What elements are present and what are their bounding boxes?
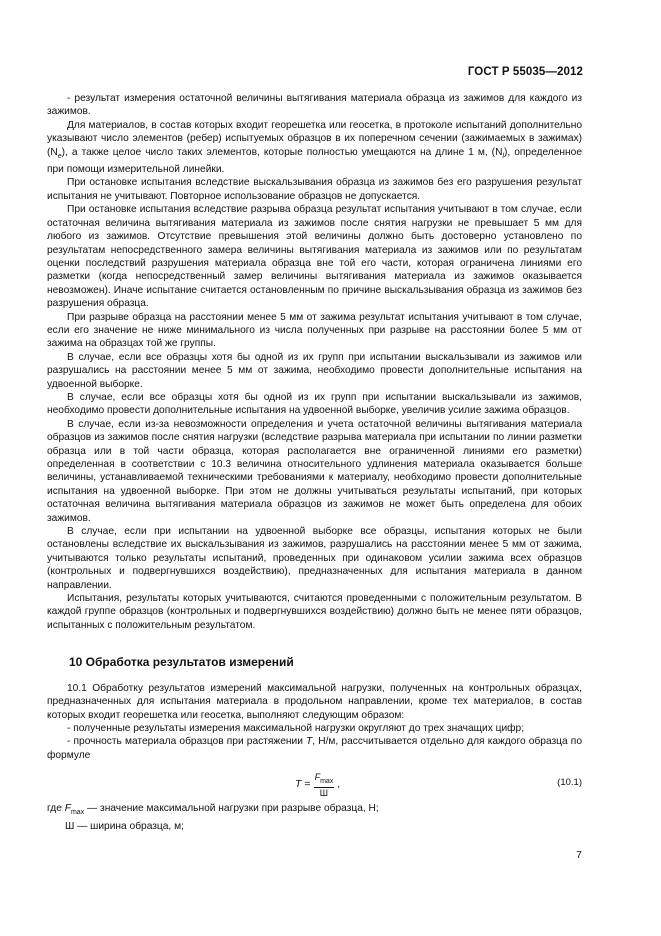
paragraph-10: Испытания, результаты которых учитываются, считаются проведенными с положительным результатом. В каждой группе образцов (контрольных и подвергнувшихся воздействию) должно быть не менее пяти образцов, испытанных с положительным результатом. — [47, 593, 582, 631]
formula-fraction: $\frac{F_{max}}{Ш}$ — [314, 772, 334, 798]
page-content — [47, 92, 582, 833]
section-paragraph-2: - полученные результаты измерения максимальной нагрузки округляют до трех значащих цифр; — [67, 722, 525, 734]
page-number: 7 — [576, 849, 582, 861]
paragraph-7: В случае, если все образцы хотя бы одной из их групп при испытании выскальзывали из зажимов, необходимо провести дополнительные испытания на удвоенной выборке, увеличив усилие зажима образцов. — [47, 391, 582, 417]
formula-row — [47, 766, 582, 798]
formula-number: (10.1) — [557, 777, 582, 789]
where-line-1: где $F_{max}$ — значение максимальной нагрузки при разрыве образца, Н; — [47, 803, 379, 817]
paragraph-9: В случае, если при испытании на удвоенной выборке все образцы, испытания которых не были остановлены вследствие их выскальзывания из зажимов, разрушались на расстоянии менее 5 мм от зажима, учитываются только результаты испытаний, проведенных при одинаковом усилии зажима всех образцов (контрольных и подвергнувшихся воздействию), предназначенных для испытания материала в данном направлении. — [47, 526, 582, 591]
section-paragraph-1: 10.1 Обработку результатов измерений максимальной нагрузки, полученных на контрольных образцах, предназначенных для испытания материала в продольном направлении, кроме тех материалов, в состав которых входит георешетка или геосетка, выполняют следующим образом: — [47, 682, 582, 721]
paragraph-1: - результат измерения остаточной величины вытягивания материала образца из зажимов для каждого из зажимов. — [47, 93, 582, 118]
document-header: ГОСТ Р 55035—2012 — [467, 66, 583, 78]
paragraph-4: При остановке испытания вследствие разрыва образца результат испытания учитывают в том случае, если остаточная величина вытягивания материала из зажимов после снятия нагрузки не превышает 5 мм для любого из зажимов. Отсутствие превышения этой величины должно быть достоверно установлено по результатам непосредственного замера величины вытягивания материала из зажимов или по результатам оценки последствий разрушения материала образца вне той его части, которая ограничена линиями его разметки (когда непосредственный замер величины вытягивания материала из зажимов оказывается невозможен). Иначе испытание считается остановленным по причине выскальзывания образца из зажимов без разрушения образца. — [47, 204, 582, 310]
section-title: 10 Обработка результатов измерений — [69, 655, 294, 670]
section-paragraph-3: - прочность материала образцов при растяжении T, Н/м, рассчитывается отдельно для каждого образца по формуле — [47, 736, 582, 761]
paragraph-8: В случае, если из-за невозможности определения и учета остаточной величины вытягивания материала образцов из зажимов после снятия нагрузки (вследствие разрыва материала при испытании по линии разметки образца или в той части образца, которая располагается вне ограниченной линиями его разметки) определенная в соответствии с 10.3 величина относительного удлинения материала оказывается больше величины, устанавливаемой техническими требованиями к материалу, необходимо провести дополнительные испытания на удвоенной выборке. При этом не должны учитываться результаты испытаний, при которых остаточная величина вытягивания материала образцов из зажимов не может быть определена для обоих зажимов. — [47, 418, 582, 524]
paragraph-5: При разрыве образца на расстоянии менее 5 мм от зажима результат испытания учитывают в том случае, если его значение не ниже минимального из числа полученных при разрыве на расстоянии более 5 мм от зажима на образцах той же группы. — [47, 311, 582, 350]
paragraph-6: В случае, если все образцы хотя бы одной из их групп при испытании выскальзывали из зажимов или разрушались на расстоянии менее 5 мм от зажима, необходимо провести дополнительные испытания на удвоенной выборке. — [47, 351, 582, 390]
where-line-2: Ш — ширина образца, м; — [65, 820, 184, 832]
paragraph-3: При остановке испытания вследствие выскальзывания образца из зажимов без его разрушения результат испытания не учитывают. Повторное использование образцов не допускается. — [47, 177, 582, 202]
paragraph-2: Для материалов, в состав которых входит георешетка или геосетка, в протоколе испытаний дополнительно указывают число элементов (ребер) испытуемых образцов в их поперечном сечении (зажимаемых в зажимах) $(N_e)$, а также целое число таких элементов, которые полностью умещаются на длине 1 м, $(N_l)$, определенное при помощи измерительной линейки. — [47, 119, 582, 176]
formula: T = $\frac{F_{max}}{Ш}$ , — [295, 772, 341, 798]
